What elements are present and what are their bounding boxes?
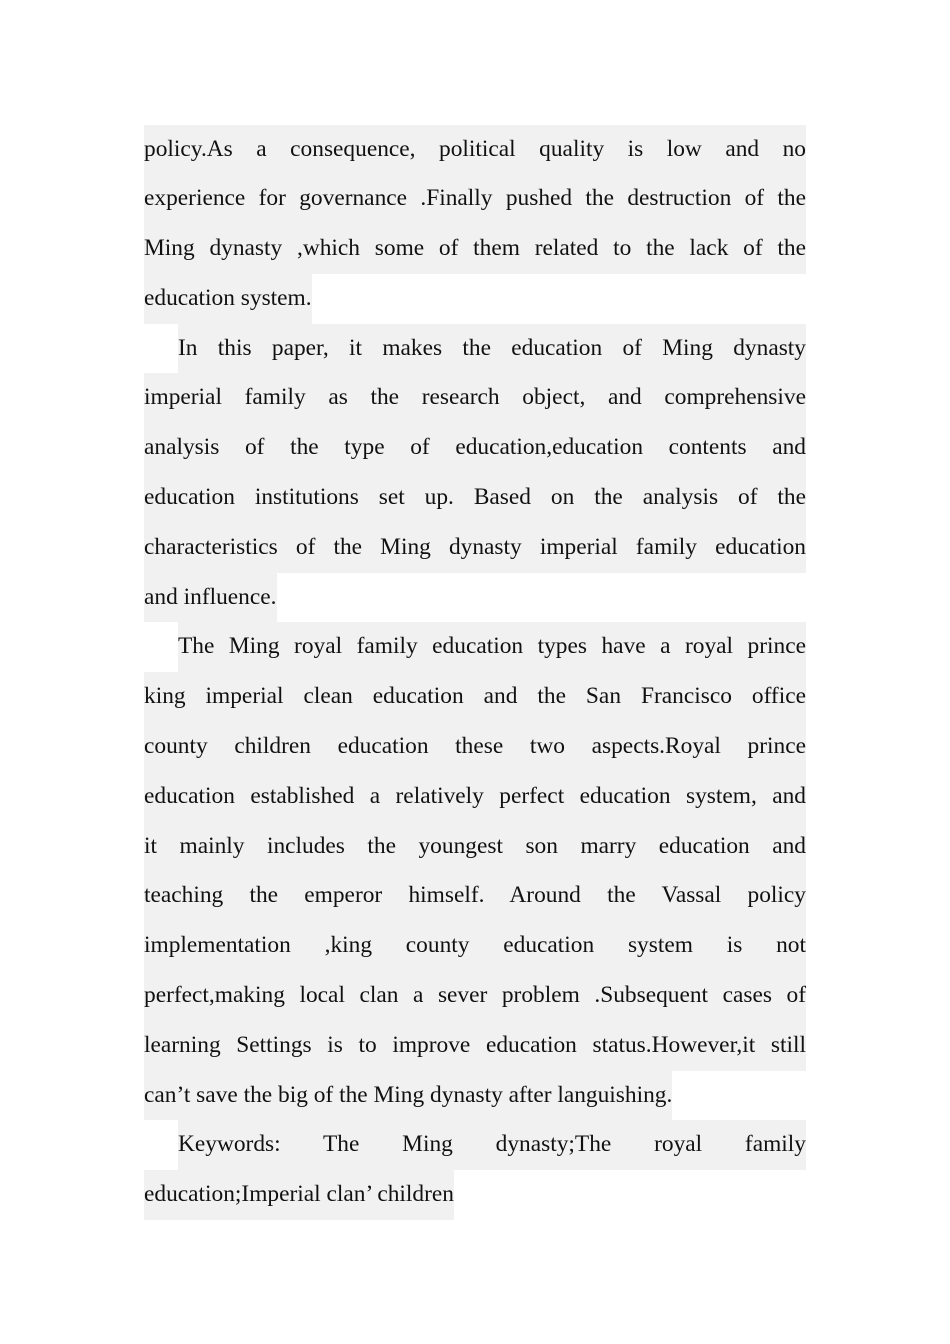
text-line: perfect,making local clan a sever problem .Subsequent cases of bbox=[144, 971, 806, 1021]
abstract-text bbox=[144, 125, 806, 1221]
text-line: characteristics of the Ming dynasty imperial family education bbox=[144, 523, 806, 573]
text-line: teaching the emperor himself. Around the Vassal policy bbox=[144, 871, 806, 921]
text-line: can’t save the big of the Ming dynasty after languishing. bbox=[144, 1071, 806, 1121]
text-line: learning Settings is to improve education status.However,it still bbox=[144, 1021, 806, 1071]
text-line: king imperial clean education and the San Francisco office bbox=[144, 672, 806, 722]
text-line: imperial family as the research object, and comprehensive bbox=[144, 373, 806, 423]
text-line: experience for governance .Finally pushed the destruction of the bbox=[144, 174, 806, 224]
text-line: and influence. bbox=[144, 573, 806, 623]
text-line: Ming dynasty ,which some of them related to the lack of the bbox=[144, 224, 806, 274]
text-line: analysis of the type of education,education contents and bbox=[144, 423, 806, 473]
text-line: education institutions set up. Based on the analysis of the bbox=[144, 473, 806, 523]
text-line: it mainly includes the youngest son marry education and bbox=[144, 822, 806, 872]
keywords-line: education;Imperial clan’ children bbox=[144, 1170, 806, 1220]
keywords-line: Keywords: The Ming dynasty;The royal family bbox=[144, 1120, 806, 1170]
text-line: education established a relatively perfect education system, and bbox=[144, 772, 806, 822]
text-line: implementation ,king county education system is not bbox=[144, 921, 806, 971]
text-line: policy.As a consequence, political quality is low and no bbox=[144, 125, 806, 175]
paragraph-first-line: The Ming royal family education types have a royal prince bbox=[144, 622, 806, 672]
paragraph-first-line: In this paper, it makes the education of Ming dynasty bbox=[144, 324, 806, 374]
text-line: education system. bbox=[144, 274, 806, 324]
text-line: county children education these two aspects.Royal prince bbox=[144, 722, 806, 772]
